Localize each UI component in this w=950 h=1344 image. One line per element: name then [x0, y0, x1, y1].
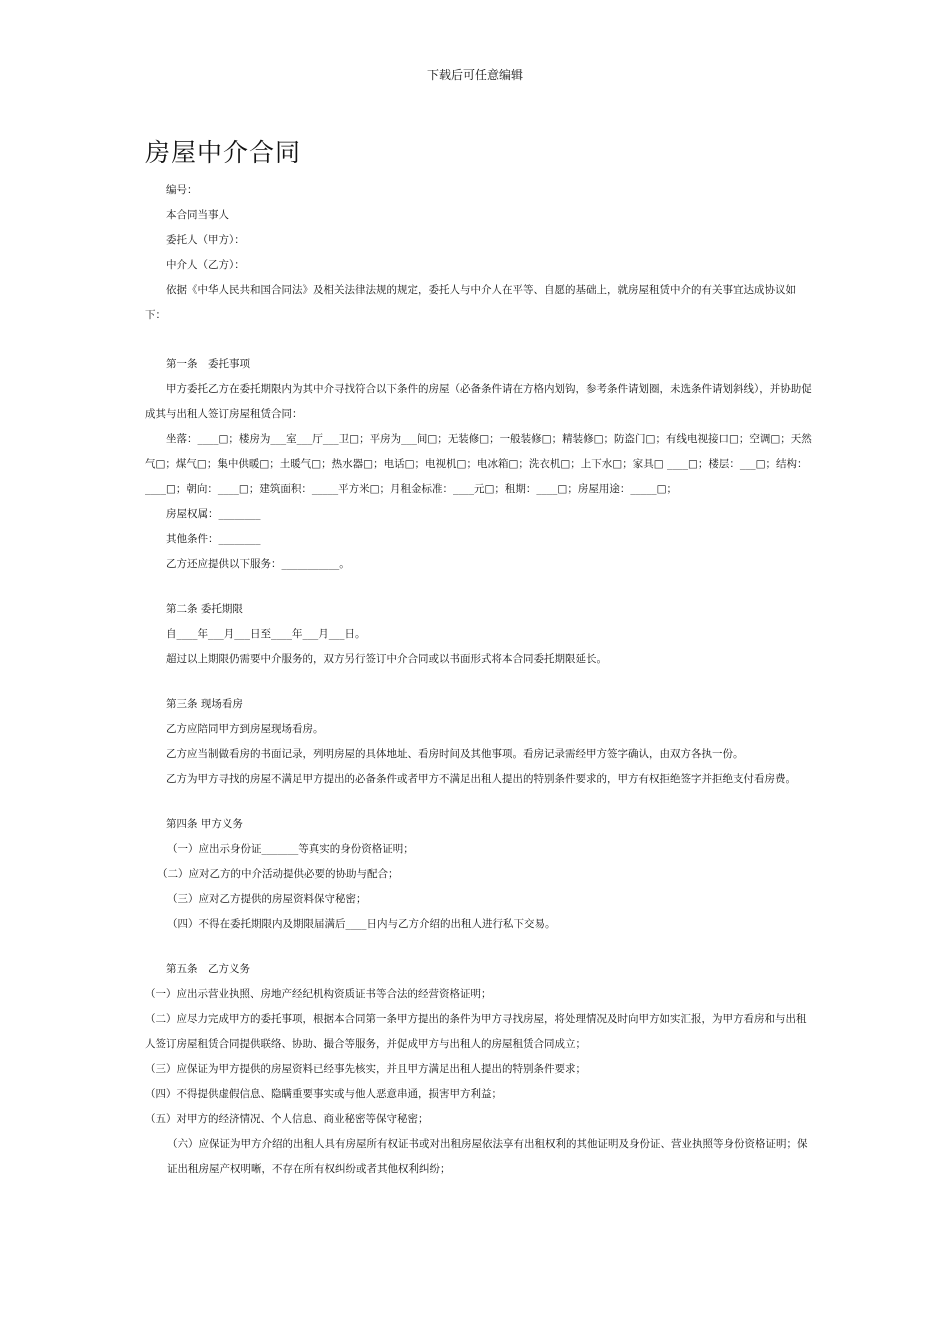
- article1-services: 乙方还应提供以下服务：___________。: [166, 558, 350, 570]
- article2-period: 自____年___月___日至____年___月___日。: [166, 628, 366, 640]
- list-item: （二）应尽力完成甲方的委托事项，根据本合同第一条甲方提出的条件为甲方寻找房屋，将处理情况及时向甲方如实汇报，为甲方看房和与出租人签订房屋租赁合同提供联络、协助、撮合等服务，并促成甲方与出租人的房屋租赁合同成立；: [145, 1013, 807, 1050]
- article2-heading: 第二条 委托期限: [166, 603, 243, 615]
- article4-heading: 第四条 甲方义务: [166, 818, 243, 830]
- article5-heading: 第五条 乙方义务: [166, 963, 250, 975]
- article1-other-conditions: 其他条件：________: [166, 533, 261, 545]
- list-item: （四）不得在委托期限内及期限届满后____日内与乙方介绍的出租人进行私下交易。: [167, 918, 556, 930]
- header-note: 下载后可任意编辑: [426, 68, 523, 82]
- parties-label: 本合同当事人: [166, 209, 229, 221]
- list-item: （二）应对乙方的中介活动提供必要的协助与配合；: [157, 868, 399, 880]
- contract-number: 编号：: [166, 184, 198, 196]
- list-item: （五）对甲方的经济情况、个人信息、商业秘密等保守秘密；: [145, 1113, 429, 1125]
- list-item: （四）不得提供虚假信息、隐瞒重要事实或与他人恶意串通，损害甲方利益；: [145, 1088, 502, 1100]
- article2-extension: 超过以上期限仍需要中介服务的，双方另行签订中介合同或以书面形式将本合同委托期限延长。: [166, 653, 607, 665]
- list-item: （一）应出示营业执照、房地产经纪机构资质证书等合法的经营资格证明；: [145, 988, 492, 1000]
- list-item: （一）应出示身份证_______等真实的身份资格证明；: [167, 843, 414, 855]
- article3-paragraph: 乙方应当制做看房的书面记录，列明房屋的具体地址、看房时间及其他事项。看房记录需经甲方签字确认，由双方各执一份。: [166, 748, 744, 760]
- document-title: 房屋中介合同: [145, 138, 302, 167]
- spacer: [145, 937, 813, 957]
- basis-paragraph: 依据《中华人民共和国合同法》及相关法律法规的规定，委托人与中介人在平等、自愿的基础上，就房屋租赁中介的有关事宜达成协议如下：: [145, 284, 796, 321]
- article1-ownership: 房屋权属：________: [166, 508, 261, 520]
- list-item: （三）应保证为甲方提供的房屋资料已经事先核实，并且甲方满足出租人提出的特别条件要求；: [145, 1063, 586, 1075]
- spacer: [145, 672, 813, 692]
- spacer: [145, 577, 813, 597]
- list-item: （六）应保证为甲方介绍的出租人具有房屋所有权证书或对出租房屋依法享有出租权利的其他证明及身份证、营业执照等身份资格证明；保证出租房屋产权明晰，不存在所有权纠纷或者其他权利纠纷；: [167, 1138, 808, 1175]
- contract-body: [145, 178, 813, 1182]
- article1-paragraph: 甲方委托乙方在委托期限内为其中介寻找符合以下条件的房屋（必备条件请在方格内划钩，参考条件请划圈，未选条件请划斜线），并协助促成其与出租人签订房屋租赁合同：: [145, 383, 812, 420]
- article1-conditions: 坐落：____□；楼房为___室___厅___卫□；平房为___间□；无装修□；一般装修□；精装修□；防盗门□；有线电视接口□；空调□；天然气□；煤气□；集中供暖□；土暖气□；热水器□；电话□；电视机□；电冰箱□；洗衣机□；上下水□；家具□ ____□；楼层：___□；结构：____□；朝向：____□；建筑面积：_____平方米□；月租金标准：____元□；租期：____□；房屋用途：_____□；: [145, 433, 812, 495]
- intermediary-label: 中介人（乙方）：: [166, 259, 245, 271]
- spacer: [145, 328, 813, 352]
- spacer: [145, 792, 813, 812]
- article3-heading: 第三条 现场看房: [166, 698, 243, 710]
- article1-heading: 第一条 委托事项: [166, 358, 250, 370]
- article3-paragraph: 乙方应陪同甲方到房屋现场看房。: [166, 723, 324, 735]
- list-item: （三）应对乙方提供的房屋资料保守秘密；: [167, 893, 367, 905]
- article3-paragraph: 乙方为甲方寻找的房屋不满足甲方提出的必备条件或者甲方不满足出租人提出的特别条件要求的，甲方有权拒绝签字并拒绝支付看房费。: [166, 773, 796, 785]
- principal-label: 委托人（甲方）：: [166, 234, 245, 246]
